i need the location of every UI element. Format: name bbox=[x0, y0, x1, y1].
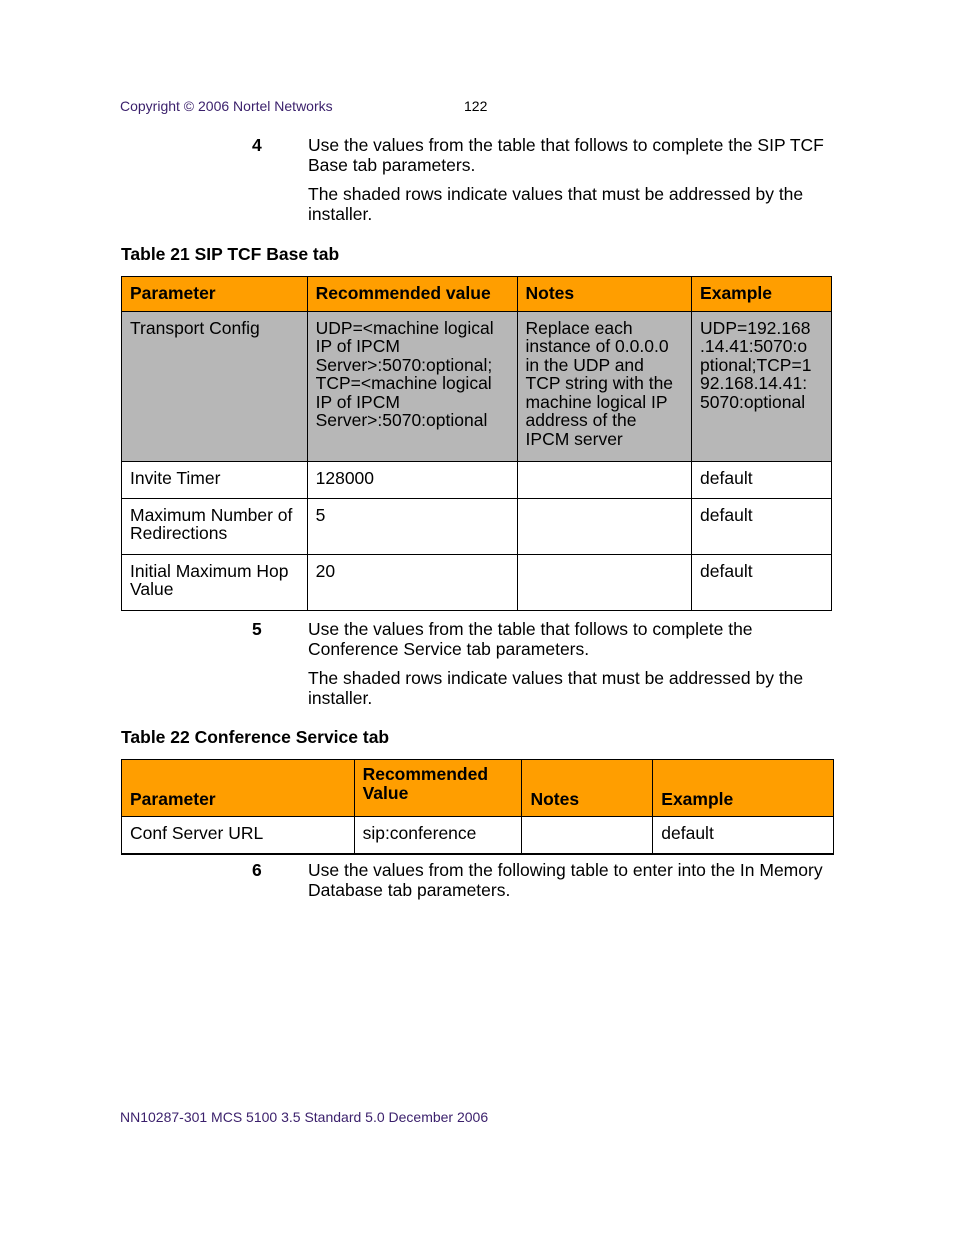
step-note: The shaded rows indicate values that must be addressed by the installer. bbox=[308, 184, 804, 224]
table-cell: Transport Config bbox=[122, 311, 308, 461]
table-cell bbox=[517, 554, 692, 610]
footer: NN10287-301 MCS 5100 3.5 Standard 5.0 December 2006 bbox=[120, 1109, 489, 1125]
table-cell: Invite Timer bbox=[122, 461, 308, 498]
table-row bbox=[122, 461, 832, 498]
column-header: Parameter bbox=[122, 277, 308, 312]
header-copyright: Copyright © 2006 Nortel Networks bbox=[120, 98, 333, 114]
table-cell: sip:conference bbox=[354, 817, 522, 854]
table-cell: default bbox=[653, 817, 834, 854]
table-cell bbox=[522, 817, 653, 854]
column-header: Parameter bbox=[122, 760, 355, 817]
table-row bbox=[122, 498, 832, 554]
table-cell: Maximum Number of Redirections bbox=[122, 498, 308, 554]
step-note: The shaded rows indicate values that must be addressed by the installer. bbox=[308, 668, 804, 708]
table-cell bbox=[517, 498, 692, 554]
table-cell: default bbox=[692, 461, 832, 498]
step-number: 6 bbox=[252, 860, 262, 880]
step-number: 5 bbox=[252, 619, 262, 639]
table-cell: Conf Server URL bbox=[122, 817, 355, 854]
table-cell: Replace each instance of 0.0.0.0 in the UDP and TCP string with the machine logical IP address of the IPCM server bbox=[517, 311, 692, 461]
table-cell: 20 bbox=[307, 554, 517, 610]
table-row bbox=[122, 554, 832, 610]
page-number: 122 bbox=[464, 98, 488, 114]
step-number: 4 bbox=[252, 135, 262, 155]
table-cell: Initial Maximum Hop Value bbox=[122, 554, 308, 610]
column-header: Recommended Value bbox=[354, 760, 522, 817]
table-cell: default bbox=[692, 554, 832, 610]
table22 bbox=[121, 759, 834, 855]
column-header: Example bbox=[692, 277, 832, 312]
table21 bbox=[121, 276, 832, 611]
column-header: Notes bbox=[517, 277, 692, 312]
step-text: Use the values from the following table to enter into the In Memory Database tab parameters. bbox=[308, 860, 823, 900]
table-cell bbox=[517, 461, 692, 498]
step-text: Use the values from the table that follows to complete the Conference Service tab parameters. bbox=[308, 619, 753, 659]
step-text: Use the values from the table that follows to complete the SIP TCF Base tab parameters. bbox=[308, 135, 824, 175]
table-cell: UDP=<machine logical IP of IPCM Server>:5070:optional; TCP=<machine logical IP of IPCM Server>:5070:optional bbox=[307, 311, 517, 461]
table-row bbox=[122, 311, 832, 461]
table22-caption: Table 22 Conference Service tab bbox=[121, 727, 390, 747]
table21-caption: Table 21 SIP TCF Base tab bbox=[121, 244, 340, 264]
table-cell: 128000 bbox=[307, 461, 517, 498]
column-header: Recommended value bbox=[307, 277, 517, 312]
column-header: Example bbox=[653, 760, 834, 817]
table-row bbox=[122, 817, 834, 854]
table-cell: default bbox=[692, 498, 832, 554]
table-header-row bbox=[122, 760, 834, 817]
table-cell: 5 bbox=[307, 498, 517, 554]
table-cell: UDP=192.168 .14.41:5070:o ptional;TCP=1 92.168.14.41: 5070:optional bbox=[692, 311, 832, 461]
table-header-row bbox=[122, 277, 832, 312]
column-header: Notes bbox=[522, 760, 653, 817]
